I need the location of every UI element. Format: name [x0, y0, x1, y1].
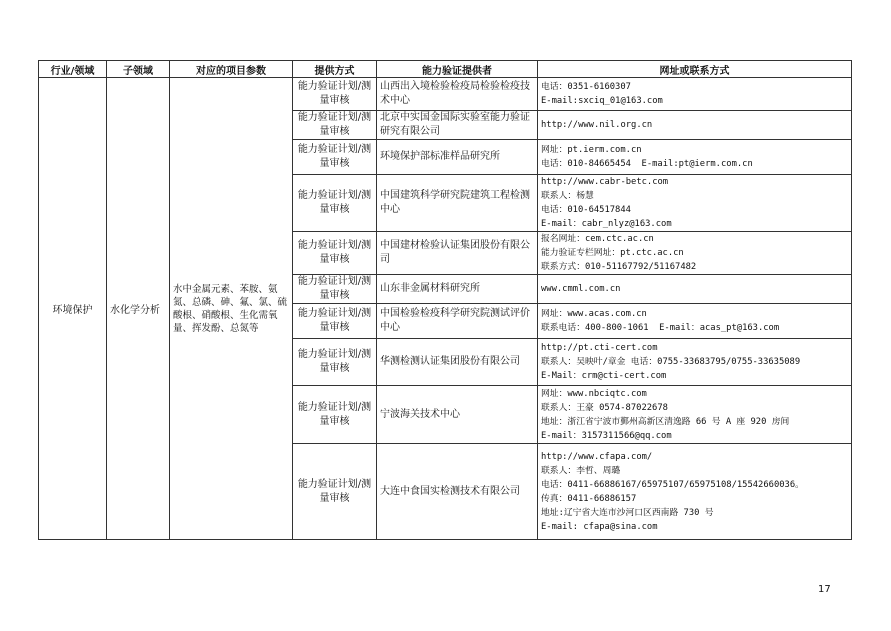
header-row — [39, 61, 852, 78]
header-industry: 行业/领域 — [39, 61, 107, 78]
contact-line[interactable]: E-mail:sxciq_01@163.com — [541, 96, 663, 106]
contact-line[interactable]: E-mail: cfapa@sina.com — [541, 521, 658, 532]
contact-line[interactable]: http://www.cabr-betc.com — [541, 177, 669, 187]
industry-cell: 环境保护 — [39, 78, 107, 540]
method-cell: 能力验证计划/测量审核 — [293, 275, 377, 304]
method-cell: 能力验证计划/测量审核 — [293, 78, 377, 111]
provider-cell: 宁波海关技术中心 — [377, 386, 538, 444]
contact-cell — [538, 111, 852, 140]
method-cell: 能力验证计划/测量审核 — [293, 386, 377, 444]
contact-line[interactable]: http://www.nil.org.cn — [541, 120, 653, 130]
contact-line[interactable]: http://pt.cti-cert.com — [541, 343, 658, 353]
provider-cell: 北京中实国金国际实验室能力验证研究有限公司 — [377, 111, 538, 140]
contact-cell — [538, 339, 852, 386]
header-method: 提供方式 — [293, 61, 377, 78]
subfield-cell: 水化学分析 — [107, 78, 170, 540]
accreditation-table — [38, 60, 852, 540]
provider-cell: 大连中食国实检测技术有限公司 — [377, 444, 538, 540]
provider-cell: 华测检测认证集团股份有限公司 — [377, 339, 538, 386]
contact-cell — [538, 275, 852, 304]
contact-line: 联系人：吴映叶/章金 电话：0755-33683795/0755-33635089 — [541, 357, 801, 367]
provider-cell: 山西出入境检验检疫局检验检疫技术中心 — [377, 78, 538, 111]
contact-cell — [538, 175, 852, 232]
header-provider: 能力验证提供者 — [377, 61, 538, 78]
provider-cell: 中国检验检疫科学研究院测试评价中心 — [377, 304, 538, 339]
method-cell: 能力验证计划/测量审核 — [293, 140, 377, 175]
provider-cell: 环境保护部标准样品研究所 — [377, 140, 538, 175]
contact-line: 电话：0351-6160307 — [541, 82, 631, 92]
method-cell: 能力验证计划/测量审核 — [293, 339, 377, 386]
contact-line[interactable]: http://www.cfapa.com/ — [541, 451, 653, 462]
method-cell: 能力验证计划/测量审核 — [293, 175, 377, 232]
contact-line: 联系电话：400-800-1061 E-mail：acas_pt@163.com — [541, 323, 780, 333]
method-cell: 能力验证计划/测量审核 — [293, 304, 377, 339]
contact-line: 联系方式：010-51167792/51167482 — [541, 262, 697, 272]
contact-line[interactable]: 网址：www.acas.com.cn — [541, 309, 647, 319]
contact-line[interactable]: E-mail：cabr_nlyz@163.com — [541, 219, 672, 229]
contact-line: 地址：浙江省宁波市鄞州高新区清逸路 66 号 A 座 920 房间 — [541, 416, 790, 427]
contact-line: 地址:辽宁省大连市沙河口区西南路 730 号 — [541, 507, 714, 518]
contact-line[interactable]: www.cmml.com.cn — [541, 284, 621, 294]
header-subfield: 子领域 — [107, 61, 170, 78]
parameters-cell: 水中金属元素、苯胺、氨氮、总磷、砷、氟、氯、硫酸根、硝酸根、生化需氧量、挥发酚、总氮等 — [170, 78, 293, 540]
contact-line: 联系人：王豪 0574-87022678 — [541, 402, 668, 413]
contact-line[interactable]: E-mail：3157311566@qq.com — [541, 430, 672, 441]
provider-cell: 中国建材检验认证集团股份有限公司 — [377, 232, 538, 275]
contact-line[interactable]: 网址：pt.ierm.com.cn — [541, 145, 642, 155]
contact-line: 联系人：李哲、周璐 — [541, 465, 621, 476]
contact-cell — [538, 386, 852, 444]
contact-line: 电话：010-64517844 — [541, 205, 631, 215]
contact-line[interactable]: E-Mail：crm@cti-cert.com — [541, 371, 667, 381]
contact-cell — [538, 444, 852, 540]
contact-line[interactable]: 报名网址：cem.ctc.ac.cn — [541, 234, 654, 244]
contact-line: 能力验证专栏网址：pt.ctc.ac.cn — [541, 248, 684, 258]
provider-cell: 山东非金属材料研究所 — [377, 275, 538, 304]
contact-line: 电话：010-84665454 E-mail:pt@ierm.com.cn — [541, 159, 753, 169]
contact-cell — [538, 78, 852, 111]
method-cell: 能力验证计划/测量审核 — [293, 444, 377, 540]
provider-cell: 中国建筑科学研究院建筑工程检测中心 — [377, 175, 538, 232]
contact-cell — [538, 304, 852, 339]
header-contact: 网址或联系方式 — [538, 61, 852, 78]
contact-line: 联系人：杨慧 — [541, 191, 594, 201]
contact-cell — [538, 232, 852, 275]
contact-line[interactable]: 网址：www.nbciqtc.com — [541, 388, 647, 399]
table-row — [39, 78, 852, 111]
page-number: 17 — [818, 584, 831, 595]
header-parameters: 对应的项目参数 — [170, 61, 293, 78]
contact-line: 传真：0411-66886157 — [541, 493, 637, 504]
method-cell: 能力验证计划/测量审核 — [293, 232, 377, 275]
contact-cell — [538, 140, 852, 175]
method-cell: 能力验证计划/测量审核 — [293, 111, 377, 140]
contact-line: 电话：0411-66886167/65975107/65975108/15542660036。 — [541, 479, 804, 490]
